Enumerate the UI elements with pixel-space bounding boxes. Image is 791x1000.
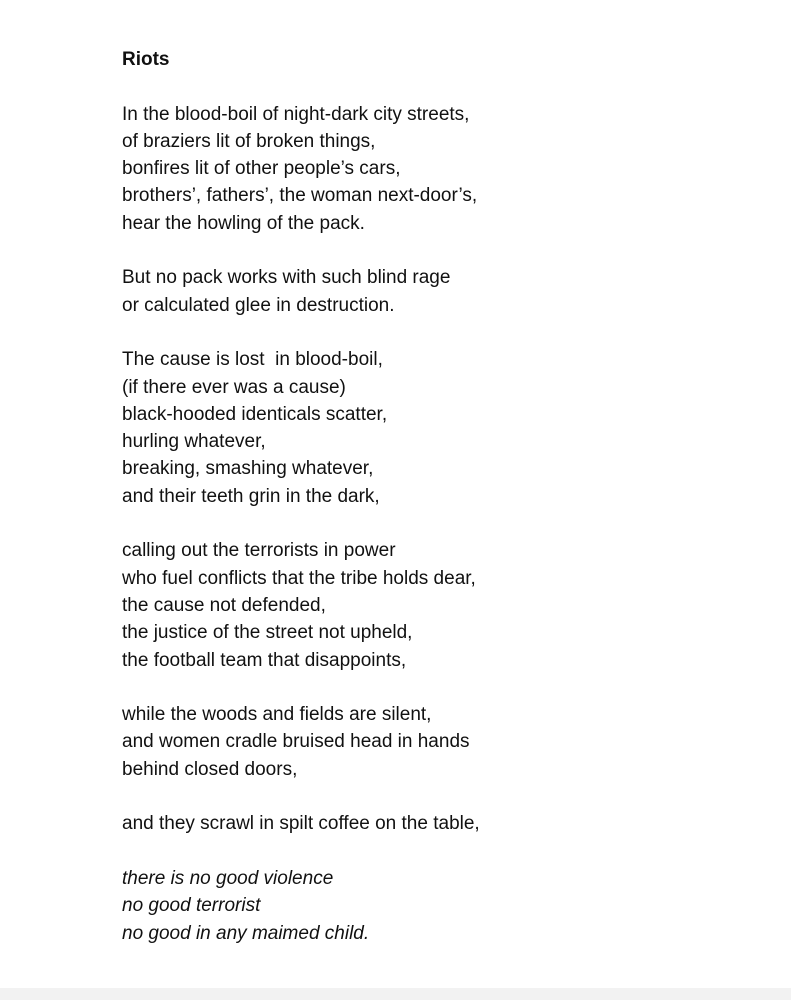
poem-line: while the woods and fields are silent, <box>122 704 432 726</box>
stanza-3 <box>122 346 762 510</box>
stanza-4 <box>122 537 762 673</box>
poem-line: the justice of the street not upheld, <box>122 622 413 644</box>
page-bottom-edge <box>0 988 791 1000</box>
stanza-1 <box>122 101 762 237</box>
poem-line: brothers’, fathers’, the woman next-door’s, <box>122 185 478 207</box>
poem-line: In the blood-boil of night-dark city streets, <box>122 103 470 125</box>
poem-line: and women cradle bruised head in hands <box>122 731 470 753</box>
poem-line: of braziers lit of broken things, <box>122 130 376 152</box>
stanza-5 <box>122 701 762 783</box>
poem-line: The cause is lost in blood-boil, <box>122 349 383 371</box>
poem-line: (if there ever was a cause) <box>122 376 346 398</box>
poem-line: hear the howling of the pack. <box>122 212 365 234</box>
poem-line: behind closed doors, <box>122 758 298 780</box>
poem-line: there is no good violence <box>122 867 334 889</box>
poem-line: But no pack works with such blind rage <box>122 267 451 289</box>
stanza-6 <box>122 810 762 837</box>
poem-line: bonfires lit of other people’s cars, <box>122 158 401 180</box>
poem-line: who fuel conflicts that the tribe holds dear, <box>122 567 476 589</box>
poem <box>122 46 762 947</box>
stanza-7-italic <box>122 865 762 947</box>
poem-line: hurling whatever, <box>122 431 266 453</box>
poem-line: and they scrawl in spilt coffee on the table, <box>122 813 480 835</box>
poem-line: breaking, smashing whatever, <box>122 458 374 480</box>
poem-line: no good terrorist <box>122 895 261 917</box>
poem-line: and their teeth grin in the dark, <box>122 485 380 507</box>
stanza-2 <box>122 264 762 319</box>
poem-line: or calculated glee in destruction. <box>122 294 395 316</box>
poem-line: black-hooded identicals scatter, <box>122 403 388 425</box>
poem-line: the football team that disappoints, <box>122 649 407 671</box>
poem-line: no good in any maimed child. <box>122 922 370 944</box>
poem-title: Riots <box>122 49 170 70</box>
poem-line: calling out the terrorists in power <box>122 540 396 562</box>
poem-line: the cause not defended, <box>122 594 326 616</box>
